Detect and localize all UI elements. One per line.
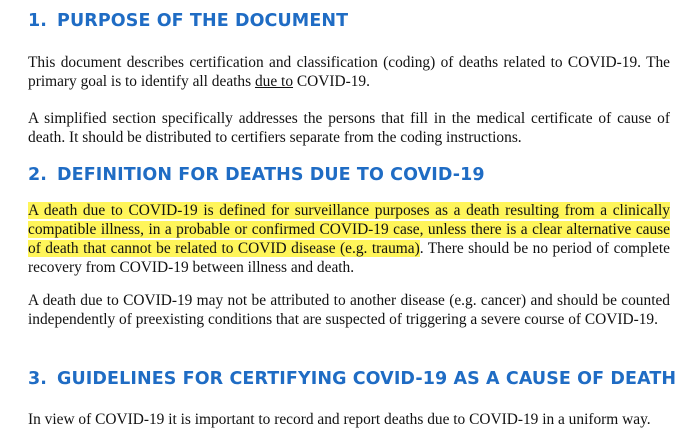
section-1-title: PURPOSE OF THE DOCUMENT <box>57 11 349 31</box>
section-1-paragraph-2-text: A simplified section specifically addresses the persons that fill in the medical certificate of cause of death. It should be distributed to certifiers separate from the coding instructions. <box>28 110 670 146</box>
underlined-due-to: due to <box>254 73 294 90</box>
section-1-paragraph-2 <box>28 109 670 147</box>
section-2-paragraph-2 <box>28 291 670 329</box>
section-1-paragraph-1-text-b: COVID-19. <box>293 73 370 90</box>
section-2-paragraph-2-text: A death due to COVID-19 may not be attributed to another disease (e.g. cancer) and should be counted independently of preexisting conditions that are suspected of triggering a severe course of COVID-19. <box>28 292 670 328</box>
section-3-heading <box>28 369 676 389</box>
section-2-number: 2. <box>28 165 48 185</box>
section-3-paragraph-1 <box>28 410 670 429</box>
section-2-title: DEFINITION FOR DEATHS DUE TO COVID-19 <box>57 165 485 185</box>
section-1-heading <box>28 11 348 31</box>
section-2-paragraph-1 <box>28 201 670 277</box>
section-2-paragraph-1-rest: . There should be no period of complete recovery from COVID-19 between illness and death. <box>28 240 670 276</box>
section-3-paragraph-1-text: In view of COVID-19 it is important to record and report deaths due to COVID-19 in a uniform way. <box>28 411 651 428</box>
highlighted-definition: A death due to COVID-19 is defined for surveillance purposes as a death resulting from a clinically compatible illness, in a probable or confirmed COVID-19 case, unless there is a clear alternative cause of death that cannot be related to COVID disease (e.g. trauma) <box>28 202 670 257</box>
section-2-heading <box>28 165 485 185</box>
section-1-paragraph-1-text-a: This document describes certification and classification (coding) of deaths related to COVID-19. The primary goal is to identify all deaths <box>28 54 670 90</box>
section-3-title: GUIDELINES FOR CERTIFYING COVID-19 AS A CAUSE OF DEATH <box>57 369 677 389</box>
section-3-number: 3. <box>28 369 48 389</box>
section-1-number: 1. <box>28 11 48 31</box>
section-1-paragraph-1 <box>28 53 670 91</box>
